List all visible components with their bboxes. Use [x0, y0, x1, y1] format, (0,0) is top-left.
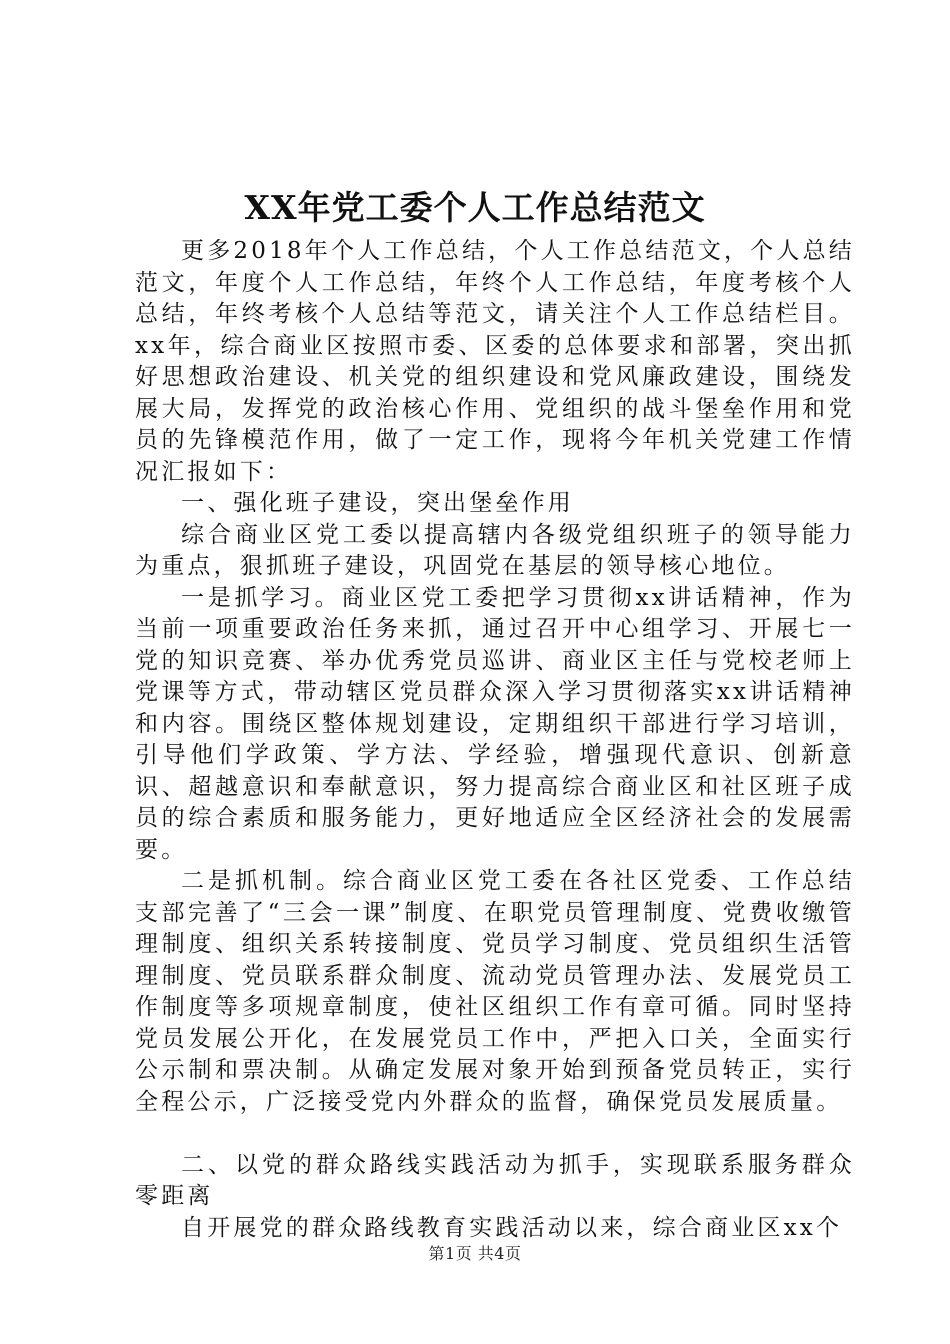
- section-heading-1: 一、强化班子建设，突出堡垒作用: [181, 490, 574, 516]
- document-title: XX年党工委个人工作总结范文: [244, 188, 706, 227]
- page-number: 第1页 共4页: [428, 1244, 522, 1263]
- paragraph-section2-start: 自开展党的群众路线教育实践活动以来，综合商业区xx个: [181, 1214, 843, 1241]
- document-body: [135, 236, 855, 1244]
- paragraph-mechanism: 二是抓机制。综合商业区党工委在各社区党委、工作总结支部完善了“三会一课”制度、在职党员管理制度、党费收缴管理制度、组织关系转接制度、党员学习制度、党员组织生活管理制度、党员联系群众制度、流动党员管理办法、发展党员工作制度等多项规章制度，使社区组织工作有章可循。同时坚持党员发展公开化，在发展党员工作中，严把入口关，全面实行公示制和票决制。从确定发展对象开始到预备党员转正，实行全程公示，广泛接受党内外群众的监督，确保党员发展质量。: [135, 868, 855, 1115]
- paragraph-intro: 更多2018年个人工作总结，个人工作总结范文，个人总结范文，年度个人工作总结，年终个人工作总结，年度考核个人总结，年终考核个人总结等范文，请关注个人工作总结栏目。xx年，综合商业区按照市委、区委的总体要求和部署，突出抓好思想政治建设、机关党的组织建设和党风廉政建设，围绕发展大局，发挥党的政治核心作用、党组织的战斗堡垒作用和党员的先锋模范作用，做了一定工作，现将今年机关党建工作情况汇报如下：: [135, 238, 855, 485]
- section-heading-2: 二、以党的群众路线实践活动为抓手，实现联系服务群众零距离: [135, 1151, 855, 1209]
- paragraph-study: 一是抓学习。商业区党工委把学习贯彻xx讲话精神，作为当前一项重要政治任务来抓，通过召开中心组学习、开展七一党的知识竞赛、举办优秀党员巡讲、商业区主任与党校老师上党课等方式，带动辖区党员群众深入学习贯彻落实xx讲话精神和内容。围绕区整体规划建设，定期组织干部进行学习培训，引导他们学政策、学方法、学经验，增强现代意识、创新意识、超越意识和奉献意识，努力提高综合商业区和社区班子成员的综合素质和服务能力，更好地适应全区经济社会的发展需要。: [135, 584, 855, 863]
- paragraph-section1-intro: 综合商业区党工委以提高辖内各级党组织班子的领导能力为重点，狠抓班子建设，巩固党在基层的领导核心地位。: [135, 521, 855, 579]
